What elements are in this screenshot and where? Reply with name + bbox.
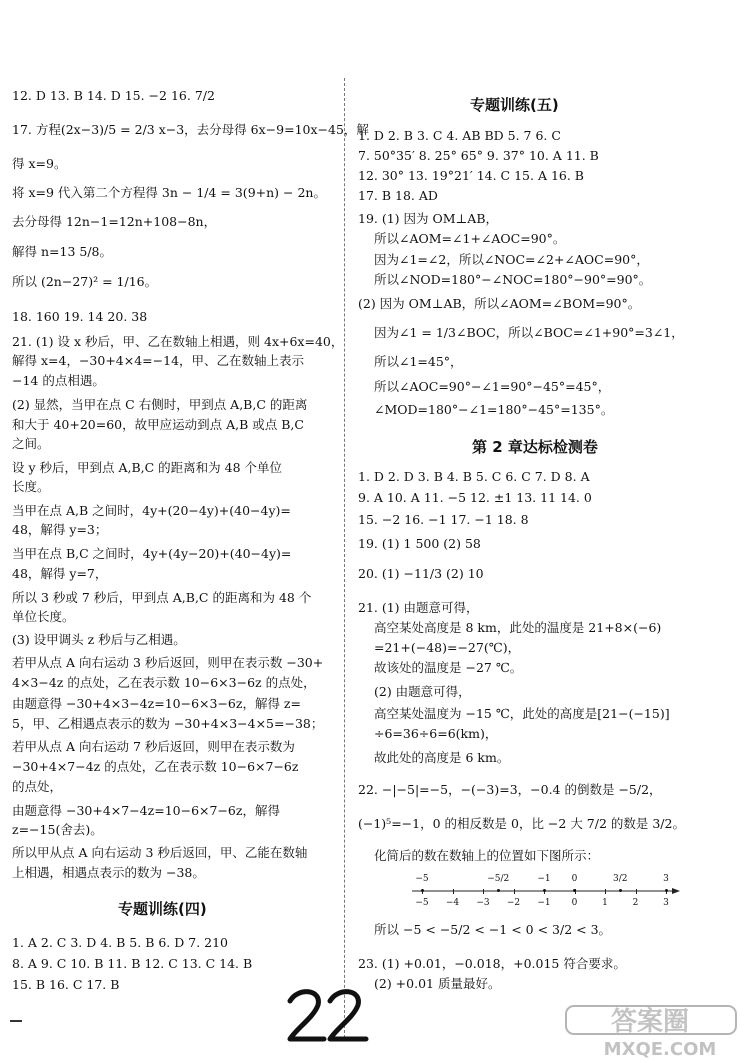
left-text-line: 18. 160 19. 14 20. 38 <box>12 309 148 324</box>
number-line-point-label: −1 <box>537 874 551 884</box>
left-text-line: 4×3−4z 的点处，乙在表示数 10−6×3−6z 的点处， <box>12 675 316 690</box>
number-line-tick <box>483 889 484 894</box>
right-text-line: 因为∠1=∠2，所以∠NOC=∠2+∠AOC=90°， <box>374 252 649 267</box>
left-text-line: 由题意得 −30+4×3−4z=10−6×3−6z，解得 z= <box>12 696 301 711</box>
left-text-line: 若甲从点 A 向右运动 7 秒后返回，则甲在表示数为 <box>12 739 295 754</box>
right-text-line: 19. (1) 因为 OM⊥AB， <box>358 211 499 226</box>
left-text-line: 单位长度。 <box>12 609 75 624</box>
left-text-line: (3) 设甲调头 z 秒后与乙相遇。 <box>12 632 186 647</box>
left-text-line: 17. 方程(2x−3)/5 = 2/3 x−3，去分母得 6x−9=10x−45，解 <box>12 122 369 137</box>
right-text-line: 1. D 2. D 3. B 4. B 5. C 6. C 7. D 8. A <box>358 469 590 484</box>
right-section-heading: 专题训练(五) <box>470 96 559 114</box>
right-text-line: 故该处的温度是 −27 ℃。 <box>374 660 523 675</box>
left-text-line: z=−15(舍去)。 <box>12 822 103 837</box>
right-text-line: 15. −2 16. −1 17. −1 18. 8 <box>358 512 529 527</box>
column-divider <box>344 78 345 1038</box>
left-text-line: 得 x=9。 <box>12 156 67 171</box>
number-line-point-label: 0 <box>571 874 578 884</box>
number-line-point-label: −5 <box>415 874 429 884</box>
svg-text:MXQE.COM: MXQE.COM <box>603 1039 717 1060</box>
left-text-line: 当甲在点 B,C 之间时，4y+(4y−20)+(40−4y)= <box>12 546 292 561</box>
left-text-line: 所以 (2n−27)² = 1/16。 <box>12 274 158 289</box>
left-text-line: 设 y 秒后，甲到点 A,B,C 的距离和为 48 个单位 <box>12 460 283 475</box>
number-line-tick <box>605 889 606 894</box>
left-text-line: 48，解得 y=3； <box>12 522 108 537</box>
right-text-line: 9. A 10. A 11. −5 12. ±1 13. 11 14. 0 <box>358 490 592 505</box>
number-line-scale-label: −1 <box>537 898 551 908</box>
page-corner-dash <box>10 1020 22 1022</box>
left-text-line: 12. D 13. B 14. D 15. −2 16. 7/2 <box>12 88 215 103</box>
number-line-point <box>543 889 546 892</box>
number-line-point <box>619 889 622 892</box>
left-text-line: 上相遇，相遇点表示的数为 −38。 <box>12 865 205 880</box>
right-text-line: =21+(−48)=−27(℃)， <box>374 640 521 655</box>
number-line-scale-label: −3 <box>476 898 490 908</box>
right-text-line: (2) 由题意可得， <box>374 684 471 699</box>
page-number-handwritten <box>282 985 372 1045</box>
right-text-line: (2) +0.01 质量最好。 <box>374 976 501 991</box>
watermark-logo <box>560 1000 750 1060</box>
number-line-point <box>421 889 424 892</box>
right-text-line: ∠MOD=180°−∠1=180°−45°=135°。 <box>374 402 614 417</box>
right-text-line: 19. (1) 1 500 (2) 58 <box>358 536 481 551</box>
number-line-point-label: −5/2 <box>487 874 510 884</box>
right-text-line: 所以 −5 < −5/2 < −1 < 0 < 3/2 < 3。 <box>374 922 612 937</box>
right-text-line: 1. D 2. B 3. C 4. AB BD 5. 7 6. C <box>358 128 561 143</box>
left-text-line: (2) 显然，当甲在点 C 右侧时，甲到点 A,B,C 的距离 <box>12 397 308 412</box>
number-line-scale-label: 3 <box>663 898 669 908</box>
right-text-line: (−1)⁵=−1，0 的相反数是 0，比 −2 大 7/2 的数是 3/2。 <box>358 816 685 831</box>
number-line-point <box>497 889 500 892</box>
right-text-line: 高空某处温度为 −15 ℃，此处的高度是[21−(−15)] <box>374 706 670 721</box>
left-text-line: 1. A 2. C 3. D 4. B 5. B 6. D 7. 210 <box>12 935 229 950</box>
right-text-line: 所以∠AOM=∠1+∠AOC=90°。 <box>374 231 566 246</box>
right-text-line: ÷6=36÷6=6(km)， <box>374 726 498 741</box>
number-line-scale-label: 2 <box>632 898 639 908</box>
right-text-line: 20. (1) −11/3 (2) 10 <box>358 566 484 581</box>
left-text-line: 长度。 <box>12 479 50 494</box>
number-line-scale-label: 1 <box>602 898 608 908</box>
left-text-line: 解得 n=13 5/8。 <box>12 244 112 259</box>
right-text-line: 21. (1) 由题意可得， <box>358 600 479 615</box>
number-line-scale-label: 0 <box>571 898 578 908</box>
left-text-line: 将 x=9 代入第二个方程得 3n − 1/4 = 3(9+n) − 2n。 <box>12 185 326 200</box>
left-text-line: 之间。 <box>12 436 50 451</box>
right-text-line: 因为∠1 = 1/3∠BOC，所以∠BOC=∠1+90°=3∠1， <box>374 325 684 340</box>
number-line-scale-label: −2 <box>506 898 521 908</box>
number-line-point <box>665 889 668 892</box>
left-text-line: −14 的点相遇。 <box>12 373 105 388</box>
number-line-tick <box>514 889 515 894</box>
left-text-line: 若甲从点 A 向右运动 3 秒后返回，则甲在表示数 −30+ <box>12 655 324 670</box>
left-text-line: 去分母得 12n−1=12n+108−8n， <box>12 214 217 229</box>
right-text-line: 所以∠1=45°， <box>374 354 463 369</box>
right-text-line: 化简后的数在数轴上的位置如下图所示： <box>374 848 600 863</box>
number-line-point-label: 3 <box>663 874 669 884</box>
right-text-line: 23. (1) +0.01，−0.018，+0.015 符合要求。 <box>358 956 626 971</box>
number-line-tick <box>636 889 637 894</box>
right-text-line: 故此处的高度是 6 km。 <box>374 750 510 765</box>
number-line-scale-label: −5 <box>415 898 429 908</box>
left-text-line: 解得 x=4，−30+4×4=−14，甲、乙在数轴上表示 <box>12 353 305 368</box>
left-text-line: 所以 3 秒或 7 秒后，甲到点 A,B,C 的距离和为 48 个 <box>12 590 312 605</box>
left-text-line: 和大于 40+20=60，故甲应运动到点 A,B 或点 B,C <box>12 417 304 432</box>
right-text-line: 22. −|−5|=−5，−(−3)=3，−0.4 的倒数是 −5/2， <box>358 782 662 797</box>
left-text-line: 当甲在点 A,B 之间时，4y+(20−4y)+(40−4y)= <box>12 503 291 518</box>
right-text-line: 12. 30° 13. 19°21′ 14. C 15. A 16. B <box>358 168 584 183</box>
left-text-line: 的点处， <box>12 779 63 794</box>
left-text-line: 15. B 16. C 17. B <box>12 977 120 992</box>
number-line-point-label: 3/2 <box>613 874 628 884</box>
right-section-heading: 第 2 章达标检测卷 <box>472 438 598 456</box>
number-line-point <box>573 889 576 892</box>
right-text-line: 所以∠NOD=180°−∠NOC=180°−90°=90°。 <box>374 272 652 287</box>
svg-text:答案圈: 答案圈 <box>610 1007 690 1037</box>
left-text-line: 5，甲、乙相遇点表示的数为 −30+4×3−4×5=−38； <box>12 716 324 731</box>
right-text-line: 高空某处高度是 8 km，此处的温度是 21+8×(−6) <box>374 620 662 635</box>
left-text-line: 21. (1) 设 x 秒后，甲、乙在数轴上相遇，则 4x+6x=40， <box>12 334 344 349</box>
right-text-line: (2) 因为 OM⊥AB，所以∠AOM=∠BOM=90°。 <box>358 296 641 311</box>
left-text-line: 所以甲从点 A 向右运动 3 秒后返回，甲、乙能在数轴 <box>12 845 308 860</box>
number-line-tick <box>453 889 454 894</box>
number-line <box>410 872 682 910</box>
left-text-line: −30+4×7−4z 的点处，乙在表示数 10−6×7−6z <box>12 759 299 774</box>
left-text-line: 8. A 9. C 10. B 11. B 12. C 13. C 14. B <box>12 956 253 971</box>
left-section-heading: 专题训练(四) <box>118 900 207 918</box>
left-text-line: 由题意得 −30+4×7−4z=10−6×7−6z，解得 <box>12 803 280 818</box>
left-text-line: 48，解得 y=7， <box>12 566 108 581</box>
right-text-line: 7. 50°35′ 8. 25° 65° 9. 37° 10. A 11. B <box>358 148 599 163</box>
number-line-scale-label: −4 <box>445 898 460 908</box>
right-text-line: 所以∠AOC=90°−∠1=90°−45°=45°， <box>374 379 611 394</box>
right-text-line: 17. B 18. AD <box>358 188 438 203</box>
